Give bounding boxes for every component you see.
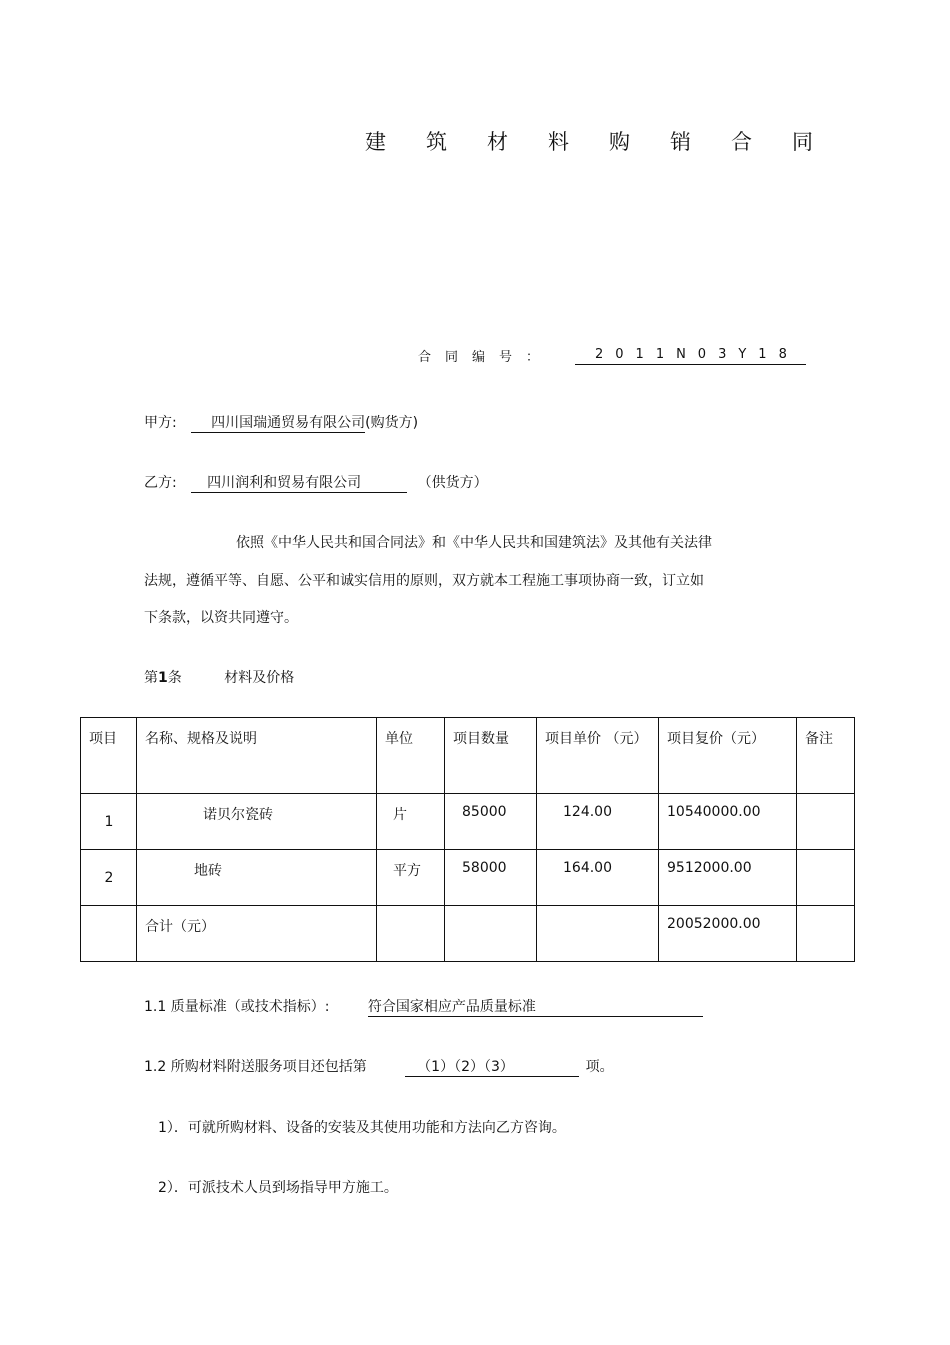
clause-1-2-value: （1）（2）（3）	[405, 1056, 579, 1077]
party-b-line	[144, 472, 488, 493]
item-unit: 平方	[393, 863, 421, 879]
contract-title: 建筑材料购销合同	[365, 130, 853, 154]
party-a-label: 甲方:	[144, 415, 177, 431]
item-unit-price: 124.00	[563, 804, 612, 820]
table-row	[81, 850, 855, 906]
total-label: 合计（元）	[145, 919, 215, 935]
table-row	[81, 794, 855, 850]
item-unit: 片	[393, 807, 407, 823]
item-number: 1	[104, 814, 114, 830]
party-b-label: 乙方:	[144, 475, 177, 491]
item-unit-price: 164.00	[563, 860, 612, 876]
article-title: 材料及价格	[224, 670, 295, 686]
article-prefix: 第	[144, 670, 158, 686]
party-b-role: （供货方）	[417, 475, 488, 491]
clause-1-1-value: 符合国家相应产品质量标准	[368, 996, 703, 1017]
article-number: 1	[158, 670, 168, 686]
header-cell: 备注	[797, 718, 855, 794]
table-total-row	[81, 906, 855, 962]
total-value: 20052000.00	[667, 916, 761, 932]
header-cell: 名称、规格及说明	[137, 718, 377, 794]
intro-line-2: 法规，遵循平等、自愿、公平和诚实信用的原则，双方就本工程施工事项协商一致，订立如	[144, 573, 704, 589]
item-total-price: 9512000.00	[667, 860, 752, 876]
party-a-line	[144, 412, 418, 433]
clause-1-1-label: 1.1 质量标准（或技术指标）:	[144, 999, 330, 1015]
item-remark	[797, 850, 854, 860]
party-b-name: 四川润利和贸易有限公司	[191, 472, 407, 493]
clause-1-2-label: 1.2 所购材料附送服务项目还包括第	[144, 1059, 367, 1075]
item-number: 2	[104, 870, 114, 886]
article-1-heading	[144, 667, 294, 687]
service-item-2: 2）．可派技术人员到场指导甲方施工。	[158, 1180, 398, 1196]
contract-number-label: 合同编号：	[418, 350, 554, 365]
clause-1-2	[144, 1056, 614, 1077]
party-a-name: 四川国瑞通贸易有限公司	[191, 412, 365, 433]
contract-number-value: 2011N03Y18	[575, 346, 806, 365]
item-name: 诺贝尔瓷砖	[203, 807, 273, 823]
item-name: 地砖	[194, 863, 222, 879]
header-cell: 项目数量	[445, 718, 537, 794]
party-a-role: (购货方)	[365, 415, 419, 431]
header-cell: 项目复价（元）	[659, 718, 797, 794]
header-cell: 项目	[81, 718, 137, 794]
clause-1-2-suffix: 项。	[585, 1059, 614, 1075]
service-item-1: 1）．可就所购材料、设备的安装及其使用功能和方法向乙方咨询。	[158, 1120, 566, 1136]
item-remark	[797, 794, 854, 804]
table-header-row	[81, 718, 855, 794]
intro-line-1: 依照《中华人民共和国合同法》和《中华人民共和国建筑法》及其他有关法律	[236, 535, 712, 551]
intro-line-3: 下条款，以资共同遵守。	[144, 610, 298, 626]
header-cell: 项目单价 （元）	[537, 718, 659, 794]
header-cell: 单位	[377, 718, 445, 794]
item-quantity: 85000	[462, 804, 507, 820]
item-total-price: 10540000.00	[667, 804, 761, 820]
clause-1-1	[144, 996, 703, 1017]
article-suffix: 条	[167, 670, 182, 686]
item-quantity: 58000	[462, 860, 507, 876]
materials-table	[80, 717, 855, 962]
